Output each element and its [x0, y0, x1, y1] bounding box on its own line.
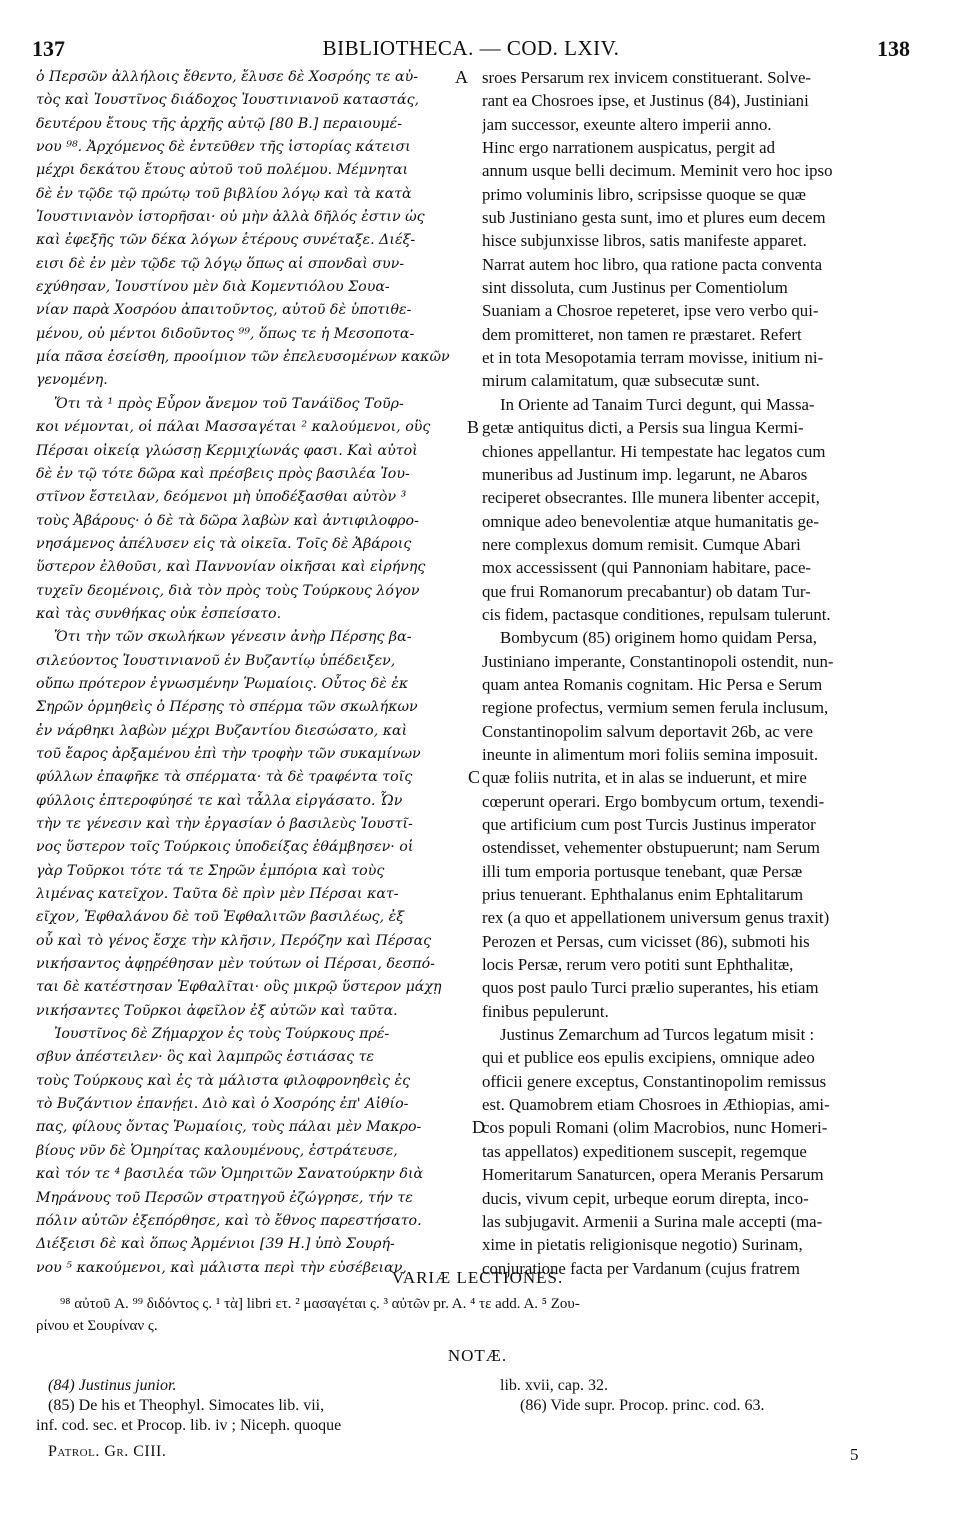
text-line: νίαν παρὰ Χοσρόου ἀπαιτοῦντος, αὐτοῦ δὲ ὑποτιθε- [36, 302, 412, 319]
text-line: τυχεῖν δεομένοις, διὰ τὸν πρὸς τοὺς Τούρκους λόγον [36, 582, 420, 599]
variae-lectiones-line-1: ⁹⁸ αὐτοῦ A. ⁹⁹ διδόντος ς. ¹ τὰ] libri ετ. ² μασαγέται ς. ³ αὐτῶν pr. A. ⁴ τε add. A. ⁵ Ζου- [60, 1296, 580, 1312]
text-line: Justiniano imperante, Constantinopoli ostendit, nun- [482, 651, 834, 671]
text-line: μένου, οὐ μέντοι διδοῦντος ⁹⁹, ὅπως τε ἡ Μεσοποτα- [36, 325, 415, 342]
text-line: ostendisset, vehementer obstupuerunt; nam Serum [482, 838, 820, 858]
text-line: quam antea Romanis cognitam. Hic Persa e Serum [482, 674, 823, 694]
text-line: mox accessissent (qui Pannoniam habitare, pace- [482, 558, 811, 578]
note-85-line-3: lib. xvii, cap. 32. [500, 1377, 608, 1394]
footer-source: Patrol. Gr. CIII. [48, 1443, 167, 1460]
margin-letter-d: D [472, 1117, 485, 1137]
note-85-line-2: inf. cod. sec. et Procop. lib. iv ; Niceph. quoque [36, 1417, 342, 1434]
text-line: καὶ τόν τε ⁴ βασιλέα τῶν Ὁμηριτῶν Σανατούρκην διὰ [36, 1166, 424, 1183]
text-line: rex (a quo et appellationem universum genus traxit) [482, 908, 830, 928]
greek-column [36, 66, 466, 1280]
notae-heading: NOTÆ. [447, 1346, 508, 1365]
text-line: cos populi Romani (olim Macrobios, nunc Homeri- [482, 1118, 828, 1138]
text-line: νου ⁵ κακούμενοι, καὶ μάλιστα περὶ τὴν εὐσέβειαν, [36, 1259, 407, 1276]
text-line: καὶ ἐφεξῆς τῶν δέκα λόγων ἑτέρους συνέταξε. Διέξ- [36, 232, 416, 249]
text-line: ineunte in alimentum mori foliis semina imposuit. [482, 744, 819, 764]
text-line: primo voluminis libro, scripsisse quoque se quæ [482, 184, 806, 204]
text-line: et in tota Mesopotamia terram movisse, initium ni- [482, 348, 824, 368]
page-header [32, 36, 910, 64]
text-line: σβυν ἀπέστειλεν· ὃς καὶ λαμπρῶς ἑστιάσας τε [36, 1049, 375, 1066]
note-86: (86) Vide supr. Procop. princ. cod. 63. [520, 1397, 765, 1414]
text-line: Constantinopolim salvum deportavit 26b, ac vere [482, 721, 813, 741]
text-line: las subjugavit. Armenii a Surina male accepti (ma- [482, 1211, 823, 1231]
text-line: chiones appellantur. Hi tempestate hac legatos cum [482, 441, 826, 461]
text-line: λιμένας κατεῖχον. Ταῦτα δὲ πρὶν μὲν Πέρσαι κατ- [36, 886, 399, 903]
latin-column [482, 66, 914, 1280]
text-line: ὁ Περσῶν ἀλλήλοις ἔθεντο, ἔλυσε δὲ Χοσρόης τε αὐ- [36, 69, 419, 85]
text-line: nere complexus domum remisit. Cumque Abari [482, 534, 801, 554]
page-number-left: 137 [32, 36, 65, 61]
text-line: Suaniam a Chosroe repeteret, ipse vero verbo qui- [482, 301, 819, 321]
text-line: ται δὲ κατέστησαν Ἐφθαλῖται· οὓς μικρῷ ὕστερον μάχῃ [36, 979, 442, 996]
text-line: Ἰουστῖνος δὲ Ζήμαρχον ἐς τοὺς Τούρκους πρέ- [54, 1026, 390, 1043]
text-line: cis fidem, pactasque conditiones, repulsam tulerunt. [482, 604, 831, 624]
page-number-right: 138 [877, 36, 910, 61]
text-line: πας, φίλους ὄντας Ῥωμαίοις, τοὺς πάλαι μὲν Μακρο- [36, 1119, 422, 1136]
text-line: sub Justiniano gesta sunt, imo et plures eum decem [482, 208, 826, 228]
text-line: δὲ ἐν τῷδε τῷ πρώτῳ τοῦ βιβλίου λόγῳ καὶ τὰ κατὰ [36, 185, 412, 202]
text-line: γενομένη. [36, 372, 108, 389]
text-line: prius tenuerant. Ephthalanus enim Ephtalitarum [482, 885, 804, 905]
text-line: Πέρσαι οἰκείᾳ γλώσσῃ Κερμιχίωνάς φασι. Καὶ αὐτοὶ [36, 442, 418, 459]
note-85-line-1: (85) De his et Theophyl. Simocates lib. vii, [48, 1397, 325, 1414]
text-line: getæ antiquitus dicti, a Persis sua lingua Kermi- [482, 418, 804, 438]
text-line: quos post paulo Turci prælio superantes, his etiam [482, 978, 819, 998]
footer-signature: 5 [850, 1445, 859, 1464]
text-line: νου ⁹⁸. Ἀρχόμενος δὲ ἐντεῦθεν τῆς ἱστορίας κάτεισι [36, 139, 411, 156]
text-line: In Oriente ad Tanaim Turci degunt, qui Massa- [500, 394, 815, 414]
text-line: qui et publice eos epulis excipiens, omnique adeo [482, 1048, 815, 1068]
text-line: εισι δὲ ἐν μὲν τῷδε τῷ λόγῳ ὅπως αἱ σπονδαὶ συν- [36, 255, 405, 272]
text-line: sroes Persarum rex invicem constituerant. Solve- [482, 68, 812, 87]
text-line: rant ea Chosroes ipse, et Justinus (84), Justiniani [482, 91, 809, 111]
text-line: ὕστερον ἐλθοῦσι, καὶ Παννονίαν οἰκῆσαι καὶ εἰρήνης [36, 559, 426, 576]
text-line: reciperet obsecrantes. Ille munera libenter accepit, [482, 488, 820, 508]
text-line: Justinus Zemarchum ad Turcos legatum misit : [500, 1025, 815, 1045]
text-line: xime in pietatis religionisque negotio) Surinam, [482, 1235, 803, 1255]
text-line: conjuratione facta per Vardanum (cujus fratrem [482, 1258, 800, 1278]
text-line: στῖνον ἔστειλαν, δεόμενοι μὴ ὑποδέξασθαι αὐτὸν ³ [36, 489, 407, 506]
text-line: Ὅτι τὰ ¹ πρὸς Εὖρον ἄνεμον τοῦ Τανάϊδος Τοῦρ- [54, 395, 404, 412]
text-line: δὲ ἐν τῷ τότε δῶρα καὶ πρέσβεις πρὸς βασιλέα Ἰου- [36, 465, 410, 482]
text-line: τὴν τε γένεσιν καὶ τὴν ἐργασίαν ὁ βασιλεὺς Ἰουστῖ- [36, 816, 413, 832]
text-line: εῖχον, Ἐφθαλάνου δὲ τοῦ Ἐφθαλιτῶν βασιλέως, ἐξ [36, 909, 405, 926]
text-line: τοῦ ἔαρος ἀρξαμένου ἐπὶ τὴν τροφὴν τῶν συκαμίνων [36, 745, 421, 762]
text-line: Narrat autem hoc libro, qua ratione pacta conventa [482, 254, 823, 274]
text-line: φύλλοις ἐπτεροφύησέ τε καὶ τἆλλα εἰργάσατο. Ὧν [36, 792, 403, 809]
text-line: οὔπω πρότερον ἐγνωσμένην Ῥωμαίοις. Οὗτος δὲ ἐκ [36, 675, 409, 692]
text-line: εχύθησαν, Ἰουστίνου μὲν διὰ Κομεντιόλου Σουα- [36, 279, 390, 296]
text-line: μία πᾶσα ἐσείσθη, προοίμιον τῶν ἐπελευσομένων κακῶν [36, 349, 450, 366]
text-line: πόλιν αὐτῶν ἐξεπόρθησε, καὶ τὸ ἔθνος παρεστήσατο. [36, 1212, 422, 1229]
text-line: quæ foliis nutrita, et in alas se induerunt, et mire [482, 768, 807, 788]
running-title: BIBLIOTHECA. — COD. LXIV. [322, 36, 620, 60]
text-line: jam successor, exeunte altero imperii anno. [482, 114, 772, 134]
text-line: Bombycum (85) originem homo quidam Persa, [500, 628, 817, 648]
text-line: est. Quamobrem etiam Chosroes in Æthiopias, ami- [482, 1095, 830, 1115]
text-line: Ὅτι τὴν τῶν σκωλήκων γένεσιν ἀνὴρ Πέρσης βα- [54, 629, 412, 646]
margin-letter-b: B [467, 417, 480, 437]
text-line: δευτέρου ἔτους τῆς ἀρχῆς αὐτῷ [80 B.] περαιουμέ- [36, 115, 403, 132]
text-line: ducis, vivum cepit, urbeque eorum direpta, inco- [482, 1188, 809, 1208]
text-line: Perozen et Persas, cum vicisset (86), submoti his [482, 931, 810, 951]
text-line: que artificium cum post Turcis Justinus imperator [482, 815, 816, 834]
margin-letter-a: A [455, 67, 468, 87]
text-line: τοὺς Ἀβάρους· ὁ δὲ τὰ δῶρα λαβὼν καὶ ἀντιφιλοφρο- [36, 512, 419, 529]
text-line: locis Persæ, rerum vero potiti sunt Ephthalitæ, [482, 955, 794, 975]
note-84: (84) Justinus junior. [48, 1377, 177, 1394]
text-line: οὗ καὶ τὸ γένος ἔσχε τὴν κλῆσιν, Περόζην καὶ Πέρσας [36, 932, 432, 949]
variae-lectiones-heading: VARIÆ LECTIONES. [391, 1268, 564, 1287]
text-line: sint dissoluta, cum Justinus per Comentiolum [482, 278, 788, 298]
text-line: βίους νῦν δὲ Ὁμηρίτας καλουμένους, ἐστράτευσε, [36, 1142, 398, 1159]
text-line: γὰρ Τοῦρκοι τότε τά τε Σηρῶν ἐμπόρια καὶ τοὺς [36, 862, 385, 879]
text-line: σιλεύοντος Ἰουστινιανοῦ ἐν Βυζαντίῳ ὑπέδειξεν, [36, 652, 396, 669]
text-line: Σηρῶν ὁρμηθεὶς ὁ Πέρσης τὸ σπέρμα τῶν σκωλήκων [36, 699, 418, 716]
text-line: μέχρι δεκάτου ἔτους αὐτοῦ τοῦ πολέμου. Μέμνηται [36, 162, 409, 179]
text-line: κοι νέμονται, οἱ πάλαι Μασσαγέται ² καλούμενοι, οὓς [36, 419, 431, 436]
text-line: νικήσαντες Τοῦρκοι ἀφεῖλον ἐξ αὐτῶν καὶ ταῦτα. [36, 1002, 398, 1019]
text-line: cœperunt operari. Ergo bombycum ortum, texendi- [482, 791, 825, 811]
text-line: ἐν νάρθηκι λαβὼν μέχρι Βυζαντίου διεσώσατο, καὶ [36, 722, 408, 739]
text-line: omnique adeo benevolentiæ atque humanitatis ge- [482, 511, 819, 531]
text-line: dem promitteret, non tamen re præstaret. Refert [482, 324, 802, 344]
text-line: Hinc ergo narrationem auspicatus, pergit ad [482, 138, 775, 158]
text-line: illi tum emporia portusque tenebant, quæ Persæ [482, 861, 803, 881]
text-line: que frui Romanorum precabantur) ob datam Tur- [482, 581, 811, 601]
text-line: νησάμενος ἀπέλυσεν εἰς τὰ οἰκεῖα. Τοῖς δὲ Ἀβάροις [36, 535, 412, 552]
text-line: Μηράνους τοῦ Περσῶν στρατηγοῦ ἐζώγρησε, τήν τε [36, 1189, 413, 1206]
text-line: finibus pepulerunt. [482, 1001, 609, 1021]
text-line: Homeritarum Sanaturcen, opera Meranis Persarum [482, 1165, 824, 1185]
text-line: tas appellatos) expeditionem suscepit, regemque [482, 1141, 807, 1161]
text-line: νος ὕστερον τοῖς Τούρκοις ὑποδείξας ἐθάμβησεν· οἱ [36, 839, 414, 856]
text-line: τοὺς Τούρκους καὶ ἐς τὰ μάλιστα φιλοφρονηθεὶς ἐς [36, 1072, 411, 1089]
text-line: Ἰουστινιανὸν ἱστορῆσαι· οὐ μὴν ἀλλὰ δῆλός ἐστιν ὡς [36, 209, 425, 226]
text-line: Διέξεισι δὲ καὶ ὅπως Ἀρμένιοι [39 H.] ὑπὸ Σουρή- [36, 1236, 395, 1253]
text-line: muneribus ad Justinum imp. legarunt, ne Abaros [482, 464, 808, 484]
text-line: hisce subjunxisse libros, satis manifeste apparet. [482, 231, 807, 251]
text-line: καὶ τὰς συνθήκας οὐκ ἐσπείσατο. [36, 605, 282, 622]
text-line: νικήσαντος ἀφῃρέθησαν μὲν τούτων οἱ Πέρσαι, δεσπό- [36, 956, 435, 973]
variae-lectiones-line-2: ρίνου et Σουρίναν ς. [36, 1318, 158, 1334]
text-line: regione profectus, vermium semen ferula inclusum, [482, 698, 829, 718]
text-line: annum usque belli decimum. Meminit vero hoc ipso [482, 161, 833, 181]
text-line: mirum calamitatum, quæ subsecutæ sunt. [482, 371, 760, 391]
text-line: officii genere exceptus, Constantinopolim remissus [482, 1071, 827, 1091]
text-line: τὸς καὶ Ἰουστῖνος διάδοχος Ἰουστινιανοῦ καταστάς, [36, 92, 420, 109]
text-line: τὸ Βυζάντιον ἐπανῄει. Διὸ καὶ ὁ Χοσρόης ἐπ' Αἰθίο- [36, 1096, 409, 1113]
margin-letter-c: C [468, 767, 481, 787]
text-line: φύλλων ἐπαφῆκε τὰ σπέρματα· τὰ δὲ τραφέντα τοῖς [36, 769, 413, 786]
